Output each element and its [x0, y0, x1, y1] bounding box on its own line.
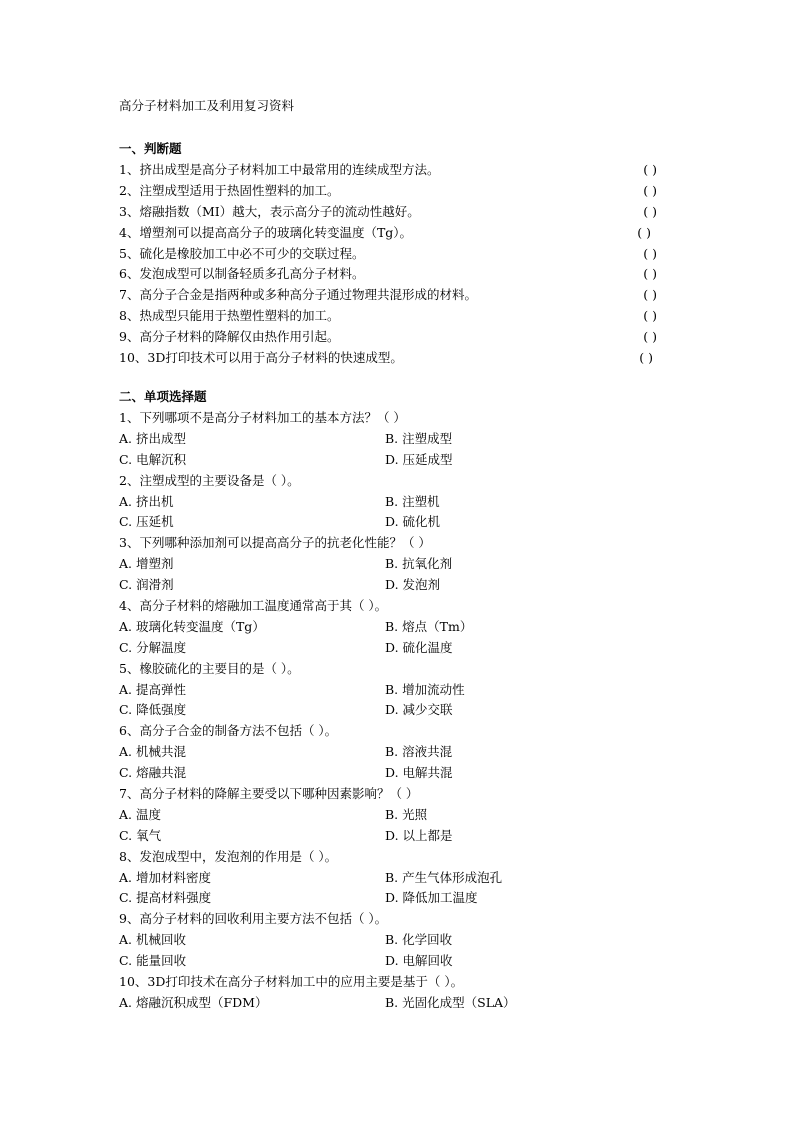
- question-stem: 1、下列哪项不是高分子材料加工的基本方法？（ ）: [119, 410, 406, 425]
- true-false-question: [119, 160, 679, 181]
- question-stem: 9、高分子材料的回收利用主要方法不包括（ ）。: [119, 911, 388, 927]
- true-false-question: [119, 264, 679, 285]
- answer-blank[interactable]: ( ): [643, 182, 657, 198]
- true-false-question: [119, 348, 679, 369]
- question-text: 1、挤出成型是高分子材料加工中最常用的连续成型方法。: [119, 162, 440, 177]
- option-a[interactable]: A. 挤出成型: [119, 430, 186, 446]
- question-text: 5、硫化是橡胶加工中必不可少的交联过程。: [119, 245, 365, 261]
- question-stem: 3、下列哪种添加剂可以提高高分子的抗老化性能？（ ）: [119, 535, 431, 551]
- option-row: [119, 617, 679, 638]
- option-row: [119, 930, 679, 951]
- option-row: [119, 680, 679, 701]
- option-b[interactable]: B. 增加流动性: [385, 681, 465, 697]
- option-row: [119, 805, 679, 826]
- answer-blank[interactable]: ( ): [643, 266, 657, 282]
- answer-blank[interactable]: ( ): [643, 308, 657, 324]
- option-b[interactable]: B. 光固化成型（SLA）: [385, 994, 516, 1010]
- option-row: [119, 951, 679, 972]
- document-title: 高分子材料加工及利用复习资料: [119, 98, 295, 113]
- answer-blank[interactable]: ( ): [637, 224, 651, 240]
- option-d[interactable]: D. 以上都是: [385, 827, 453, 843]
- true-false-question: [119, 244, 679, 265]
- answer-blank[interactable]: ( ): [643, 287, 657, 303]
- option-row: [119, 492, 679, 513]
- answer-blank[interactable]: ( ): [643, 245, 657, 261]
- answer-blank[interactable]: ( ): [643, 203, 657, 219]
- question-text: 8、热成型只能用于热塑性塑料的加工。: [119, 308, 340, 324]
- option-row: [119, 742, 679, 763]
- option-row: [119, 993, 679, 1014]
- option-c[interactable]: C. 电解沉积: [119, 451, 187, 467]
- question-stem: 6、高分子合金的制备方法不包括（ ）。: [119, 723, 338, 739]
- true-false-question: [119, 202, 679, 223]
- section-heading-true-false: 一、判断题: [119, 141, 182, 156]
- option-a[interactable]: A. 玻璃化转变温度（Tg）: [119, 618, 265, 634]
- answer-blank[interactable]: ( ): [639, 350, 653, 366]
- option-row: [119, 554, 679, 575]
- section-heading-multiple-choice: 二、单项选择题: [119, 389, 207, 404]
- option-a[interactable]: A. 熔融沉积成型（FDM）: [119, 994, 268, 1010]
- option-b[interactable]: B. 抗氧化剂: [385, 556, 453, 572]
- multiple-choice-list: [119, 408, 679, 1014]
- option-b[interactable]: B. 注塑成型: [385, 430, 453, 446]
- option-c[interactable]: C. 能量回收: [119, 953, 187, 969]
- true-false-question: [119, 223, 679, 244]
- option-d[interactable]: D. 电解回收: [385, 953, 453, 969]
- true-false-question: [119, 327, 679, 348]
- option-d[interactable]: D. 硫化温度: [385, 639, 453, 655]
- option-row: [119, 575, 679, 596]
- question-text: 10、3D打印技术可以用于高分子材料的快速成型。: [119, 350, 403, 366]
- option-d[interactable]: D. 硫化机: [385, 514, 441, 530]
- option-a[interactable]: A. 挤出机: [119, 493, 174, 509]
- option-row: [119, 826, 679, 847]
- option-a[interactable]: A. 增加材料密度: [119, 869, 211, 885]
- option-row: [119, 638, 679, 659]
- option-c[interactable]: C. 提高材料强度: [119, 890, 212, 906]
- question-text: 3、熔融指数（MI）越大，表示高分子的流动性越好。: [119, 203, 420, 219]
- answer-blank[interactable]: ( ): [643, 329, 657, 345]
- option-a[interactable]: A. 提高弹性: [119, 681, 186, 697]
- option-row: [119, 888, 679, 909]
- option-d[interactable]: D. 发泡剂: [385, 577, 441, 593]
- option-a[interactable]: A. 增塑剂: [119, 556, 174, 572]
- option-b[interactable]: B. 熔点（Tm）: [385, 618, 473, 634]
- option-b[interactable]: B. 光照: [385, 806, 428, 822]
- option-row: [119, 868, 679, 889]
- option-b[interactable]: B. 溶液共混: [385, 744, 453, 760]
- option-row: [119, 512, 679, 533]
- question-stem: 5、橡胶硫化的主要目的是（ ）。: [119, 660, 300, 676]
- true-false-question: [119, 285, 679, 306]
- question-text: 7、高分子合金是指两种或多种高分子通过物理共混形成的材料。: [119, 287, 477, 303]
- option-d[interactable]: D. 压延成型: [385, 451, 453, 467]
- option-d[interactable]: D. 减少交联: [385, 702, 453, 718]
- answer-blank[interactable]: ( ): [643, 162, 657, 177]
- option-c[interactable]: C. 熔融共混: [119, 765, 187, 781]
- option-d[interactable]: D. 电解共混: [385, 765, 453, 781]
- true-false-question: [119, 181, 679, 202]
- question-text: 6、发泡成型可以制备轻质多孔高分子材料。: [119, 266, 365, 282]
- option-b[interactable]: B. 注塑机: [385, 493, 440, 509]
- question-text: 2、注塑成型适用于热固性塑料的加工。: [119, 182, 340, 198]
- option-c[interactable]: C. 氧气: [119, 827, 162, 843]
- true-false-question: [119, 306, 679, 327]
- question-text: 4、增塑剂可以提高高分子的玻璃化转变温度（Tg）。: [119, 224, 413, 240]
- question-stem: 7、高分子材料的降解主要受以下哪种因素影响？（ ）: [119, 786, 419, 802]
- option-row: [119, 429, 679, 450]
- option-a[interactable]: A. 温度: [119, 806, 161, 822]
- question-stem: 8、发泡成型中，发泡剂的作用是（ ）。: [119, 848, 338, 864]
- option-b[interactable]: B. 化学回收: [385, 932, 453, 948]
- option-row: [119, 450, 679, 471]
- option-c[interactable]: C. 压延机: [119, 514, 174, 530]
- question-stem: 2、注塑成型的主要设备是（ ）。: [119, 472, 300, 488]
- option-b[interactable]: B. 产生气体形成泡孔: [385, 869, 503, 885]
- true-false-list: [119, 160, 679, 369]
- option-c[interactable]: C. 分解温度: [119, 639, 187, 655]
- option-c[interactable]: C. 降低强度: [119, 702, 187, 718]
- option-a[interactable]: A. 机械共混: [119, 744, 186, 760]
- question-text: 9、高分子材料的降解仅由热作用引起。: [119, 329, 340, 345]
- option-d[interactable]: D. 降低加工温度: [385, 890, 478, 906]
- option-c[interactable]: C. 润滑剂: [119, 577, 174, 593]
- option-row: [119, 763, 679, 784]
- question-stem: 10、3D打印技术在高分子材料加工中的应用主要是基于（ ）。: [119, 974, 464, 990]
- question-stem: 4、高分子材料的熔融加工温度通常高于其（ ）。: [119, 598, 388, 614]
- option-a[interactable]: A. 机械回收: [119, 932, 186, 948]
- option-row: [119, 700, 679, 721]
